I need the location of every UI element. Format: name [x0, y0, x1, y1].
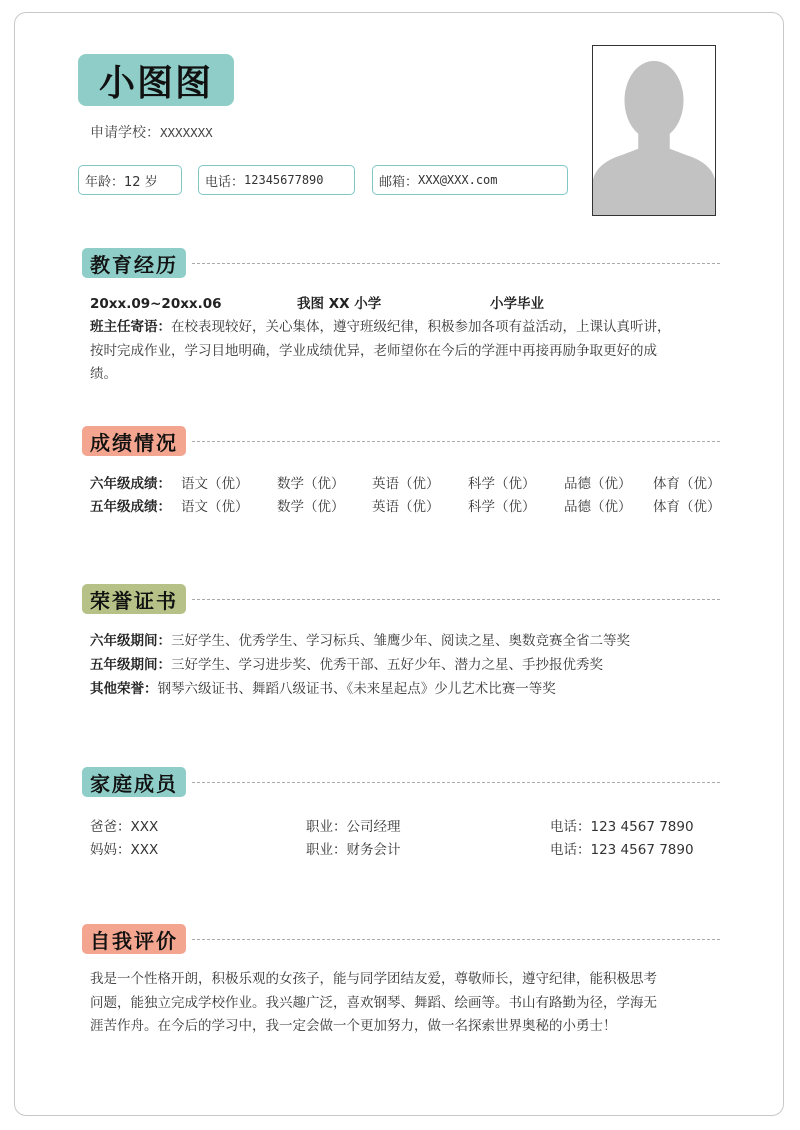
education-school: 我图 XX 小学: [297, 296, 382, 312]
grade-row-label: 六年级成绩：: [90, 476, 171, 492]
self-eval-line3: 涯苦作舟。在今后的学习中，我一定会做一个更加努力，做一名探索世界奥秘的小勇士！: [90, 1018, 617, 1034]
grade-cell: 语文（优）: [181, 499, 249, 515]
school-value: XXXXXXX: [160, 125, 213, 140]
grade-cell: 体育（优）: [653, 476, 721, 492]
honor-text: 钢琴六级证书、舞蹈八级证书、《未来星起点》少儿艺术比赛一等奖: [157, 681, 556, 697]
grade-cell: 体育（优）: [653, 499, 721, 515]
honor-item: [90, 654, 603, 677]
grade-cell: 英语（优）: [372, 499, 440, 515]
grade-cell: 科学（优）: [468, 476, 536, 492]
grade-cell: 数学（优）: [277, 499, 345, 515]
email-value: XXX@XXX.com: [418, 173, 498, 187]
section-divider: [192, 263, 720, 264]
honor-label: 五年级期间：: [90, 657, 171, 673]
grade-row: [90, 472, 730, 494]
honor-item: [90, 678, 556, 701]
section-divider: [192, 782, 720, 783]
grade-row-label: 五年级成绩：: [90, 499, 171, 515]
honor-item: [90, 630, 630, 653]
avatar-placeholder-icon: [593, 46, 715, 215]
self-eval-title: 自我评价: [82, 924, 186, 954]
self-eval-section-header: [82, 924, 722, 956]
honor-label: 其他荣誉：: [90, 681, 158, 697]
education-title: 教育经历: [82, 248, 186, 278]
grade-cell: 品德（优）: [564, 476, 632, 492]
family-title: 家庭成员: [82, 767, 186, 797]
family-job: 职业：财务会计: [306, 842, 401, 858]
profile-photo: [592, 45, 716, 216]
self-eval-line2: 问题，能独立完成学校作业。我兴趣广泛，喜欢钢琴、舞蹈、绘画等。书山有路勤为径，学海无: [90, 994, 657, 1011]
family-relation: 妈妈：XXX: [90, 842, 159, 858]
section-divider: [192, 939, 720, 940]
self-eval-text: [90, 968, 718, 1039]
school-label: 申请学校：: [90, 125, 160, 141]
age-label: 年龄：: [85, 174, 125, 190]
grades-section-header: [82, 426, 722, 458]
family-section-header: [82, 767, 722, 799]
section-divider: [192, 599, 720, 600]
honor-text: 三好学生、学习进步奖、优秀干部、五好少年、潜力之星、手抄报优秀奖: [171, 657, 603, 673]
honors-title: 荣誉证书: [82, 584, 186, 614]
age-value: 12 岁: [124, 174, 158, 190]
education-degree: 小学毕业: [490, 296, 544, 312]
email-label: 邮箱：: [379, 174, 419, 190]
honors-section-header: [82, 584, 722, 616]
teacher-comment-line2: 按时完成作业，学习目地明确，学业成绩优异，老师望你在今后的学涯中再接再励争取更好的成: [90, 342, 657, 359]
section-divider: [192, 441, 720, 442]
teacher-comment: [90, 316, 718, 387]
family-phone: 电话：123 4567 7890: [550, 842, 694, 858]
age-box: [78, 165, 182, 195]
name-title: 小图图: [78, 54, 234, 106]
grade-cell: 数学（优）: [277, 476, 345, 492]
education-section-header: [82, 248, 722, 280]
applied-school: [90, 122, 213, 142]
grade-row: [90, 495, 730, 517]
grade-cell: 科学（优）: [468, 499, 536, 515]
honor-label: 六年级期间：: [90, 633, 171, 649]
family-relation: 爸爸：XXX: [90, 819, 159, 835]
email-box: [372, 165, 568, 195]
family-phone: 电话：123 4567 7890: [550, 819, 694, 835]
family-job: 职业：公司经理: [306, 819, 401, 835]
phone-value: 12345677890: [244, 173, 324, 187]
education-period: 20xx.09~20xx.06: [90, 296, 222, 312]
grades-title: 成绩情况: [82, 426, 186, 456]
teacher-comment-label: 班主任寄语：: [90, 319, 171, 335]
self-eval-line1: 我是一个性格开朗，积极乐观的女孩子，能与同学团结友爱，尊敬师长，遵守纪律，能积极思考: [90, 971, 657, 987]
grade-cell: 品德（优）: [564, 499, 632, 515]
teacher-comment-line3: 绩。: [90, 366, 117, 382]
teacher-comment-line1: 在校表现较好，关心集体，遵守班级纪律，积极参加各项有益活动，上课认真听讲，: [171, 319, 671, 335]
phone-label: 电话：: [205, 174, 245, 190]
phone-box: [198, 165, 355, 195]
grade-cell: 英语（优）: [372, 476, 440, 492]
grade-cell: 语文（优）: [181, 476, 249, 492]
honor-text: 三好学生、优秀学生、学习标兵、雏鹰少年、阅读之星、奥数竞赛全省二等奖: [171, 633, 630, 649]
